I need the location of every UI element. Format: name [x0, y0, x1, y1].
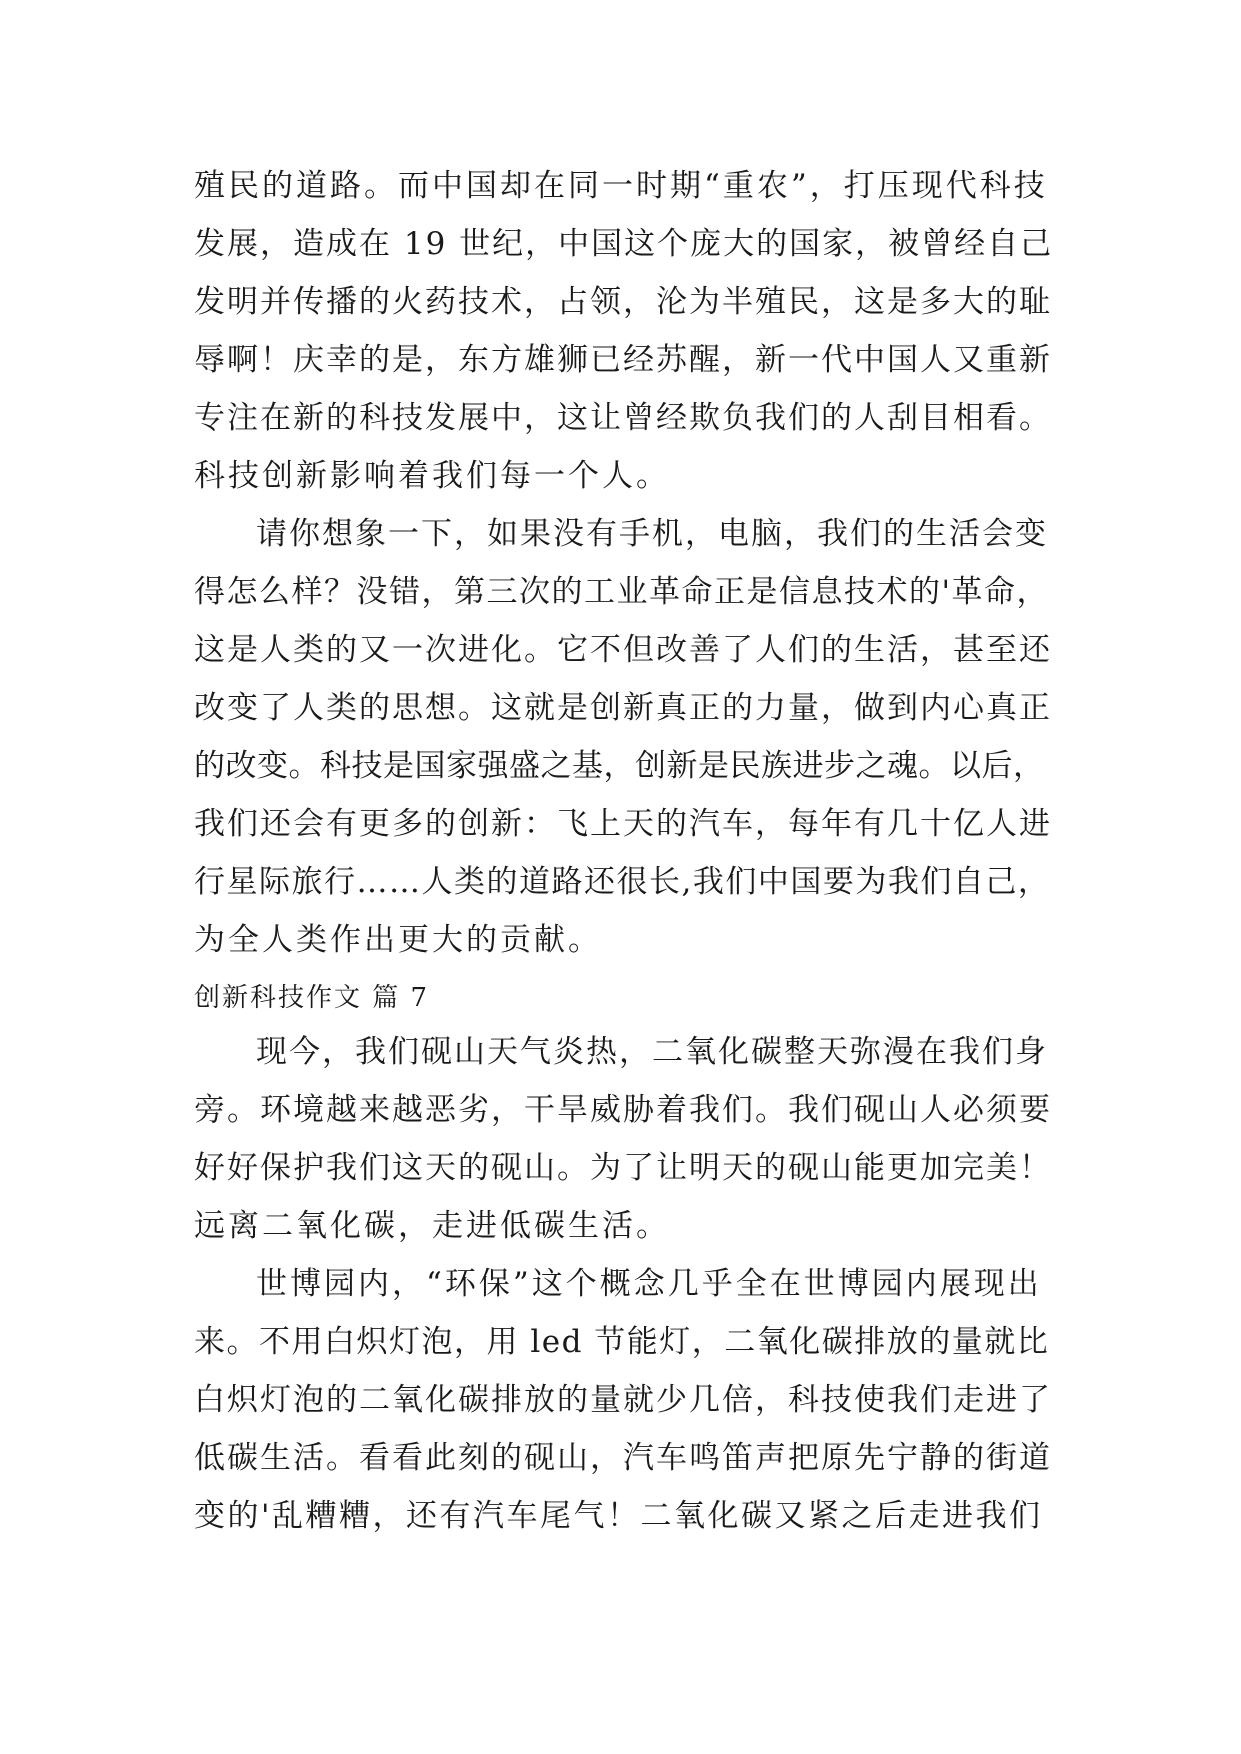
paragraph-line: 远离二氧化碳，走进低碳生活。	[194, 1208, 670, 1244]
paragraph-line: 变的'乱糟糟，还有汽车尾气！二氧化碳又紧之后走进我们	[194, 1498, 1043, 1534]
paragraph-line: 为全人类作出更大的贡献。	[194, 922, 602, 958]
paragraph-line: 发展，造成在 19 世纪，中国这个庞大的国家，被曾经自己	[194, 226, 1054, 262]
paragraph-line: 白炽灯泡的二氧化碳排放的量就少几倍，科技使我们走进了	[194, 1382, 1052, 1418]
paragraph-line: 科技创新影响着我们每一个人。	[194, 458, 670, 494]
paragraph-line: 低碳生活。看看此刻的砚山，汽车鸣笛声把原先宁静的街道	[194, 1440, 1052, 1476]
section-heading: 创新科技作文 篇 7	[194, 983, 430, 1013]
paragraph-line: 旁。环境越来越恶劣，干旱威胁着我们。我们砚山人必须要	[194, 1092, 1052, 1128]
paragraph-line: 好好保护我们这天的砚山。为了让明天的砚山能更加完美！	[194, 1150, 1052, 1186]
paragraph-line: 改变了人类的思想。这就是创新真正的力量，做到内心真正	[194, 690, 1052, 726]
paragraph-line: 专注在新的科技发展中，这让曾经欺负我们的人刮目相看。	[194, 400, 1052, 436]
paragraph-line: 现今，我们砚山天气炎热，二氧化碳整天弥漫在我们身	[256, 1034, 1048, 1070]
paragraph-line: 请你想象一下，如果没有手机，电脑，我们的生活会变	[256, 516, 1048, 552]
paragraph-line: 殖民的道路。而中国却在同一时期“重农”，打压现代科技	[194, 168, 1048, 204]
paragraph-line: 辱啊！庆幸的是，东方雄狮已经苏醒，新一代中国人又重新	[194, 342, 1052, 378]
paragraph-line: 得怎么样？没错，第三次的工业革命正是信息技术的'革命，	[194, 574, 1050, 610]
paragraph-line: 行星际旅行……人类的道路还很长,我们中国要为我们自己，	[194, 864, 1051, 900]
paragraph-line: 世博园内，“环保”这个概念几乎全在世博园内展现出	[256, 1266, 1042, 1302]
paragraph-line: 这是人类的又一次进化。它不但改善了人们的生活，甚至还	[194, 632, 1052, 668]
paragraph-line: 来。不用白炽灯泡，用 led 节能灯，二氧化碳排放的量就比	[194, 1324, 1050, 1360]
paragraph-line: 发明并传播的火药技术，占领，沦为半殖民，这是多大的耻	[194, 284, 1052, 320]
paragraph-line: 我们还会有更多的创新：飞上天的汽车，每年有几十亿人进	[194, 806, 1052, 842]
paragraph-line: 的改变。科技是国家强盛之基，创新是民族进步之魂。以后，	[194, 748, 1045, 784]
